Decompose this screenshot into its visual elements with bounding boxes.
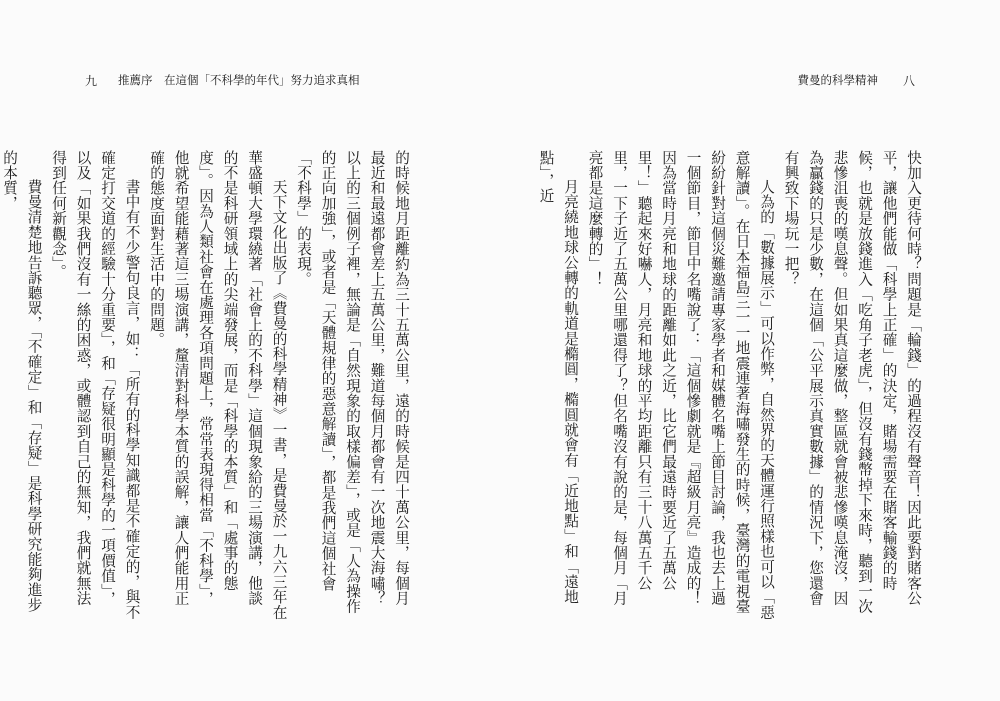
paragraph: 書中有不少警句良言，如：「所有的科學知識都是不確定的，與不確定打交道的經驗十分重要」，和「存疑很明顯是科學的一項價值」，以及「如果我們沒有一絲的困惑，或體認到自己的無知，我們就無法得到任何新觀念」。 — [50, 150, 141, 620]
body-text — [1, 150, 413, 620]
paragraph: 快加入更待何時？問題是「輪錢」的過程沒有聲音！因此要對賭客公平，讓他們能做「科學上正確」的決定，賭場需要在賭客輸錢的時候，也就是放錢進入「吃角子老虎」，但沒有錢幣掉下來時，聽到一次悲慘沮喪的嘆息聲。但如果真這麼做，整區就會被悲慘嘆息淹沒，因為贏錢的只是少數，在這個「公平展示真實數據」的情況下，您還會有興致下場玩一把？ — [782, 150, 922, 614]
paragraph: 月亮繞地球公轉的軌道是橢圓，橢圓就會有「近地點」和「遠地點」，近 — [537, 150, 579, 605]
right-page — [500, 0, 1000, 701]
running-header: 費曼的科學精神 — [797, 73, 878, 87]
paragraph: 費曼清楚地告訴聽眾，「不確定」和「存疑」是科學研究能夠進步的本質， — [1, 150, 43, 613]
paragraph: 人為的「數據展示」可以作弊，自然界的天體運行照樣也可以「惡意解讀」。在日本福島三一一地震連著海嘯發生的時候，臺灣的電視臺紛紛針對這個災難邀請專家學者和媒體名嘴上節目討論，我也去上過一個節目，節目中名嘴說了：「這個慘劇就是『超級月亮』造成的！因為當時月亮和地球的距離如此之近，比它們最遠時要近了五萬公里！」聽起來好嚇人，月亮和地球的平均距離只有三十八萬五千公里，一下子近了五萬公里哪還得了？但名嘴沒有說的是，每個月「月亮都是這麼轉的」！ — [586, 150, 775, 620]
paragraph: 的時候地月距離約為三十五萬公里，遠的時候是四十萬公里，每個月最近和最遠都會差上五萬公里，難道每個月都會有一次地震大海嘯？以上的三個例子裡，無論是「自然現象的取樣偏差」，或是「人為操作的正向加強」，或者是「天體規律的惡意解讀」，都是我們這個社會「不科學」的表現。 — [295, 150, 410, 614]
body-text — [537, 150, 925, 620]
running-header: 推薦序 在這個「不科學的年代」努力追求真相 — [118, 73, 360, 87]
page-number: 九 — [85, 74, 98, 88]
paragraph: 天下文化出版了《費曼的科學精神》一書，是費曼於一九六三年在華盛頓大學環繞著「社會上的不科學」這個現象給的三場演講，他談的不是科研領域上的尖端發展，而是「科學的本質」和「處事的態度」。因為人類社會在處理各項問題上，常常表現得相當「不科學」，他就希望能藉著這三場演講，釐清對科學本質的誤解，讓人們能用正確的態度面對生活中的問題。 — [148, 150, 288, 620]
page-number: 八 — [902, 74, 915, 88]
